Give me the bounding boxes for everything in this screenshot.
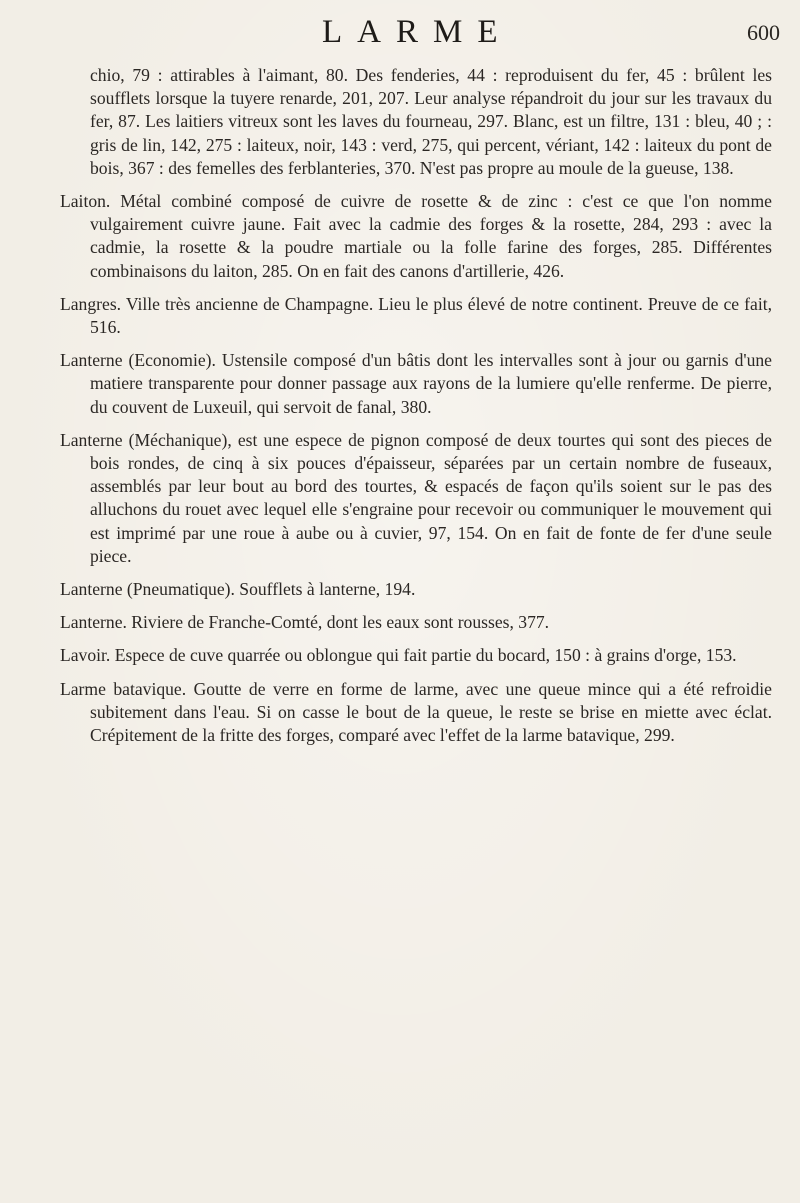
index-entry-lanterne-economie: Lanterne (Economie). Ustensile composé d'un bâtis dont les intervalles sont à jour ou garnis d'une matiere transparente pour donner passage aux rayons de la lumiere qu'elle renferme. De pierre, du couvent de Luxeuil, qui servoit de fanal, 380. [60, 350, 772, 417]
index-entry-continued: chio, 79 : attirables à l'aimant, 80. Des fenderies, 44 : reproduisent du fer, 45 : brûlent les soufflets lorsque la tuyere renarde, 201, 207. Leur analyse répandroit du jour sur les travaux du fer, 87. Les laitiers vitreux sont les laves du fourneau, 297. Blanc, est un filtre, 131 : bleu, 40 ; : gris de lin, 142, 275 : laiteux, noir, 143 : verd, 275, qui percent, vériant, 142 : laiteux du pont de bois, 367 : des femelles des ferblanteries, 370. N'est pas propre au moule de la gueuse, 138. [90, 65, 772, 178]
index-entry-lanterne-pneumatique: Lanterne (Pneumatique). Soufflets à lanterne, 194. [60, 579, 416, 600]
running-title: LARME [322, 14, 513, 50]
index-entry-laiton: Laiton. Métal combiné composé de cuivre de rosette & de zinc : c'est ce que l'on nomme vulgairement cuivre jaune. Fait avec la cadmie des forges & la rosette, 284, 293 : avec la cadmie, la rosette & la poudre martiale ou la folle farine des forges, 285. Différentes combinaisons du laiton, 285. On en fait des canons d'artillerie, 426. [60, 191, 772, 281]
page-header [60, 14, 780, 54]
index-entry-larme-batavique: Larme batavique. Goutte de verre en forme de larme, avec une queue mince qui a été refroidie subitement dans l'eau. Si on casse le bout de la queue, le reste se brise en miette avec éclat. Crépitement de la fritte des forges, comparé avec l'effet de la larme batavique, 299. [60, 678, 772, 746]
page-number: 600 [747, 20, 780, 45]
index-entries [60, 64, 772, 757]
index-entry-langres: Langres. Ville très ancienne de Champagne. Lieu le plus élevé de notre continent. Preuve de ce fait, 516. [60, 293, 772, 338]
index-entry-lanterne-riviere: Lanterne. Riviere de Franche-Comté, dont les eaux sont rousses, 377. [60, 612, 550, 633]
index-entry-lanterne-mechanique: Lanterne (Méchanique), est une espece de pignon composé de deux tourtes qui sont des pieces de bois rondes, de cinq à six pouces d'épaisseur, séparées par un certain nombre de fuseaux, assemblés par leur bout au bord des tourtes, & espacés de façon qu'ils soient sur le pas des alluchons du rouet avec lequel elle s'engraine pour recevoir ou communiquer le mouvement qui est imprimé par une roue à aube ou à cuvier, 97, 154. On en fait de fonte de fer d'une seule piece. [60, 429, 772, 566]
index-entry-lavoir: Lavoir. Espece de cuve quarrée ou oblongue qui fait partie du bocard, 150 : à grains d'orge, 153. [60, 645, 737, 666]
